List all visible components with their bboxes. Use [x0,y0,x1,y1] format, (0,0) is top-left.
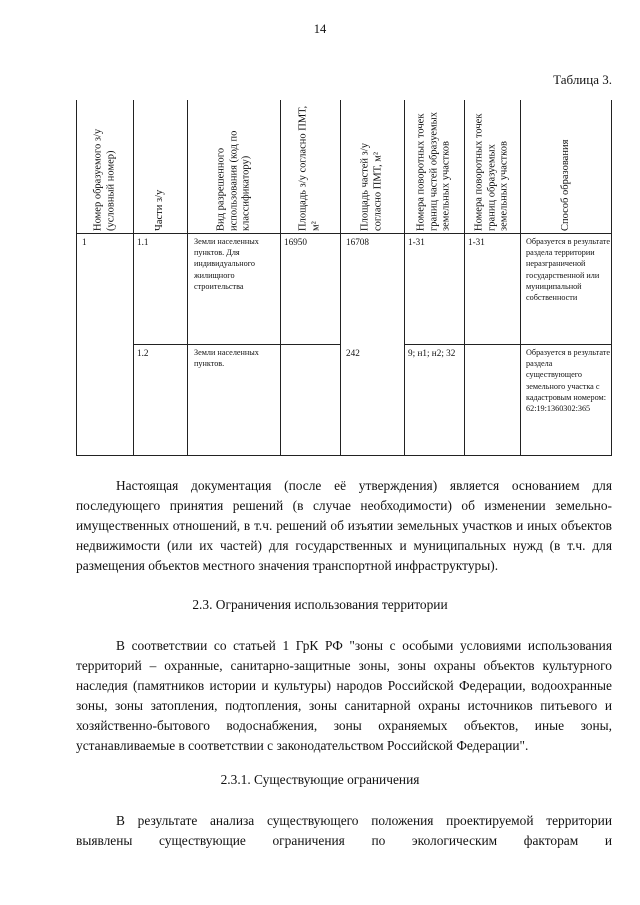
cell-parcel-number: 1 [82,237,87,247]
header-parts: Части з/у [153,189,165,231]
cell-permitted-use: Земли населенных пунктов. [194,348,259,369]
parcel-table [76,100,612,456]
header-parcel-area: Площадь з/у согласно ПМТ, м² [297,105,321,231]
cell-part-area: 242 [346,348,360,358]
header-parcel-number: Номер образуемого з/у (условный номер) [92,128,116,231]
header-part-area: Площадь частей з/у согласно ПМТ, м² [359,142,383,231]
header-parcel-points: Номера поворотных точек границ образуемых земельных участков [473,113,510,231]
header-part-points: Номера поворотных точек границ частей образуемых земельных участков [415,111,452,231]
cell-formation-method: Образуется в результате раздела существующего земельного участка с кадастровым номером: 62:19:1360302:365 [526,348,610,414]
section-heading-2-3-1: 2.3.1. Существующие ограничения [220,772,420,787]
cell-permitted-use: Земли населенных пунктов. Для индивидуального жилищного строительства [194,237,259,291]
section-heading-2-3: 2.3. Ограничения использования территории [192,597,448,612]
cell-total-area: 16950 [284,237,307,247]
paragraph-zones-definition: В соответствии со статьей 1 ГрК РФ "зоны с особыми условиями использования территорий – охранные, санитарно-защитные зоны, зоны охраны объектов культурного наследия (памятников истории и культуры) народов Российской Федерации, водоохранные зоны, зоны затопления, подтопления, зоны санитарной охраны источников питьевого и хозяйственно-бытового водоснабжения, зоны охраняемых объектов, иные зоны, устанавливаемые в соответствии с законодательством Российской Федерации". [76,638,612,753]
paragraph-legal-basis: Настоящая документация (после её утверждения) является основанием для последующего принятия решений (в случае необходимости) об изменении земельно-имущественных отношений, в т.ч. решений об изъятии земельных участков и иных объектов недвижимости (или их частей) для государственных и муниципальных нужд (в т.ч. для размещения объектов местного значения транспортной инфраструктуры). [76,478,612,573]
cell-part: 1.2 [137,348,149,358]
header-formation-method: Способ образования [559,139,571,231]
header-permitted-use: Вид разрешенного использования (код по классификатору) [214,130,251,231]
paragraph-existing-restrictions: В результате анализа существующего положения проектируемой территории выявлены существующие ограничения по экологическим факторам и [76,813,612,848]
cell-part-points: 9; н1; н2; 32 [408,348,456,358]
cell-formation-method: Образуется в результате раздела территории неразграниченой государственной или муниципальной собственности [526,237,610,303]
cell-part-area: 16708 [346,237,369,247]
cell-part: 1.1 [137,237,149,247]
table-caption: Таблица 3. [553,72,612,87]
page-number: 14 [313,22,327,36]
cell-part-points: 1-31 [408,237,425,247]
cell-parcel-points: 1-31 [468,237,485,247]
